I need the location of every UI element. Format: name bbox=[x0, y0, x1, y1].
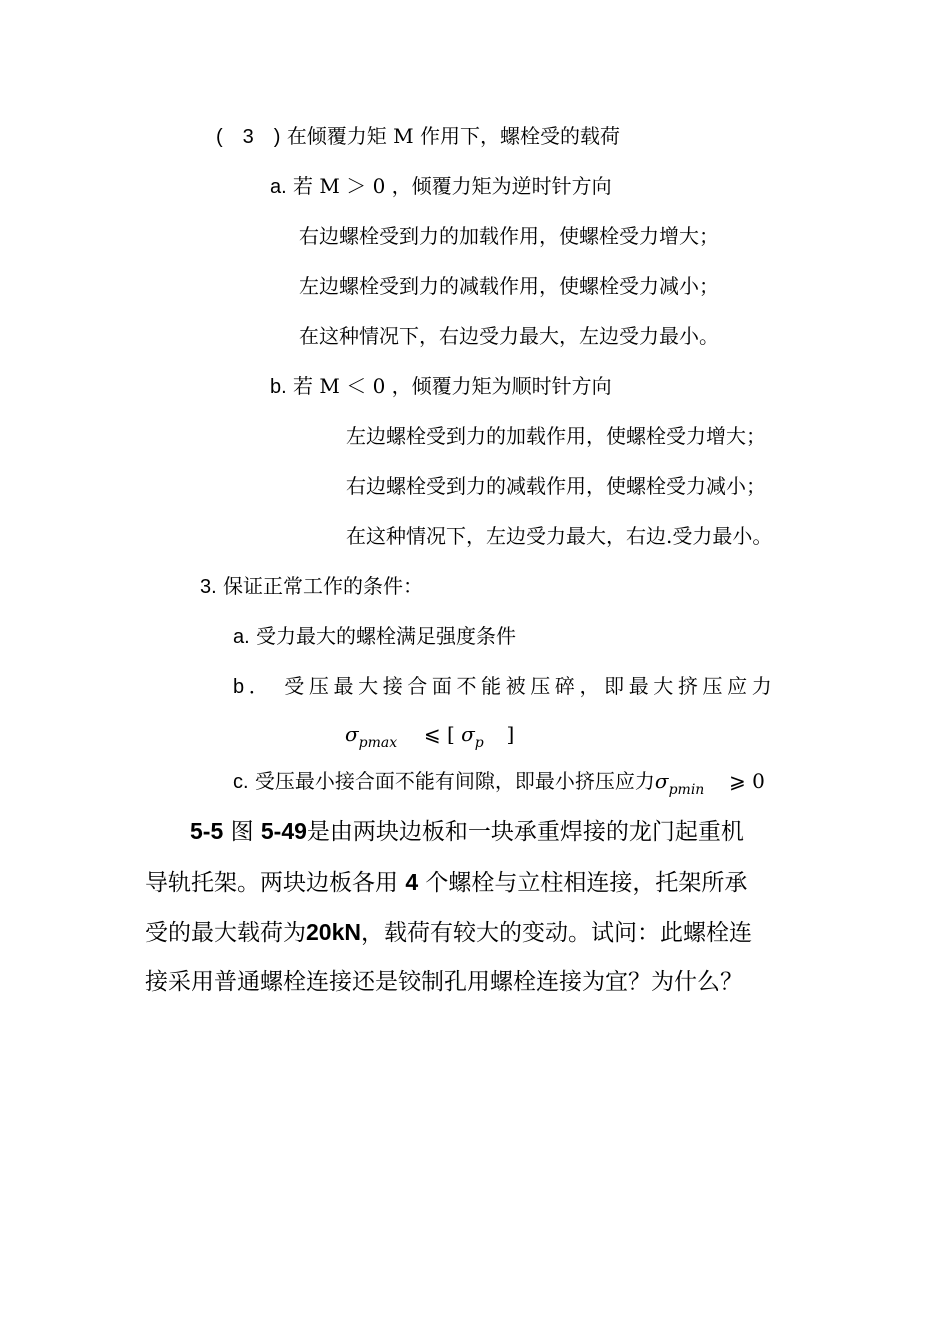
max-load: 20kN bbox=[306, 919, 361, 945]
condition-b-label: b． bbox=[233, 676, 274, 698]
item-a-line-3: 在这种情况下，右边受力最大，左边受力最小。 bbox=[299, 324, 719, 348]
item-a-text: 若 M ＞ 0 ，倾覆力矩为逆时针方向 bbox=[293, 174, 612, 198]
item-a-line-2: 左边螺栓受到力的减载作用，使螺栓受力减小； bbox=[299, 274, 719, 298]
conditions-number: 3. bbox=[200, 576, 217, 598]
problem-line-2-post: 个螺栓与立柱相连接，托架所承 bbox=[425, 870, 748, 896]
sigma-subscript-3: pmin bbox=[668, 782, 705, 798]
problem-line-3-pre: 受的最大载荷为 bbox=[145, 920, 306, 946]
condition-a bbox=[233, 626, 516, 647]
formula-close: ] bbox=[506, 722, 515, 746]
item-a-heading bbox=[270, 176, 612, 197]
condition-a-text: 受力最大的螺栓满足强度条件 bbox=[256, 624, 517, 648]
conditions-title bbox=[200, 576, 423, 597]
formula-relation: ⩽ [ bbox=[423, 722, 455, 746]
problem-line-4: 接采用普通螺栓连接还是铰制孔用螺栓连接为宜？为什么？ bbox=[145, 969, 743, 995]
conditions-title-text: 保证正常工作的条件： bbox=[223, 574, 424, 598]
condition-b bbox=[233, 676, 776, 697]
sigma-subscript-2: p bbox=[474, 735, 484, 751]
section-3-heading bbox=[216, 126, 620, 147]
problem-line-3 bbox=[145, 921, 752, 945]
problem-line-1-text: 是由两块边板和一块承重焊接的龙门起重机 bbox=[306, 819, 744, 845]
condition-c bbox=[233, 771, 765, 797]
problem-line-1 bbox=[190, 820, 744, 844]
condition-c-text: 受压最小接合面不能有间隙，即最小挤压应力 bbox=[254, 769, 655, 793]
item-b-line-1: 左边螺栓受到力的加载作用，使螺栓受力增大； bbox=[346, 424, 766, 448]
problem-number: 5-5 bbox=[190, 818, 224, 844]
item-b-line-2: 右边螺栓受到力的减载作用，使螺栓受力减小； bbox=[346, 474, 766, 498]
bolt-count: 4 bbox=[405, 869, 419, 895]
item-b-label: b. bbox=[270, 376, 287, 398]
condition-b-formula bbox=[345, 724, 514, 750]
sigma-symbol: σ bbox=[345, 722, 359, 746]
item-b-line-3: 在这种情况下，左边受力最大，右边.受力最小。 bbox=[346, 524, 773, 548]
section-3-text: 在倾覆力矩 M 作用下，螺栓受的载荷 bbox=[286, 124, 621, 148]
formula-relation-3: ⩾ 0 bbox=[729, 769, 765, 793]
problem-line-2 bbox=[145, 871, 747, 895]
problem-line-3-post: ，载荷有较大的变动。试问：此螺栓连 bbox=[360, 920, 752, 946]
figure-reference: 5-49 bbox=[260, 818, 307, 844]
sigma-symbol-3: σ bbox=[654, 769, 669, 793]
item-a-label: a. bbox=[270, 176, 287, 198]
figure-prefix: 图 bbox=[230, 819, 254, 845]
problem-line-2-pre: 导轨托架。两块边板各用 bbox=[145, 870, 398, 896]
sigma-symbol-2: σ bbox=[461, 722, 475, 746]
item-b-text: 若 M ＜ 0 ，倾覆力矩为顺时针方向 bbox=[293, 374, 612, 398]
section-3-number: ( 3 ) bbox=[216, 126, 281, 148]
sigma-subscript: pmax bbox=[358, 735, 398, 751]
condition-b-text: 受压最大接合面不能被压碎，即最大挤压应力 bbox=[284, 674, 777, 698]
item-a-line-1: 右边螺栓受到力的加载作用，使螺栓受力增大； bbox=[299, 224, 719, 248]
item-b-heading bbox=[270, 376, 612, 397]
condition-c-label: c. bbox=[233, 771, 249, 793]
condition-a-label: a. bbox=[233, 626, 250, 648]
